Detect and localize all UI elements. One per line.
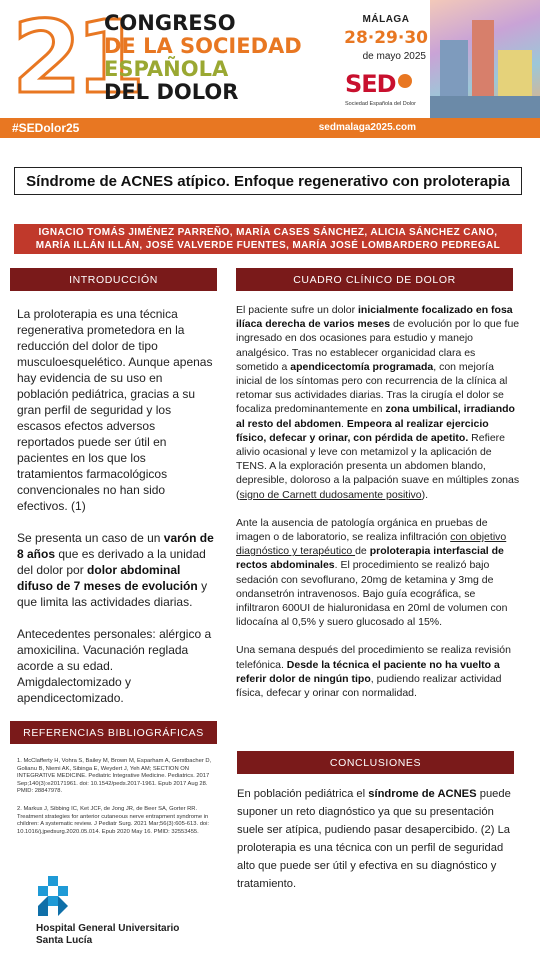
text-bold: síndrome de ACNES — [368, 788, 477, 800]
text-run: . El procedimiento se realizó bajo sedación con sevoflurano, 20mg de ketamina y 3mg de ondansetrón intravenosos. Bajo guía ecográfica, se infiltraron 600UI de hialuronidasa en 20ml de volumen con lidocaína al 0,5% y suero glucosado al 15%. — [236, 559, 508, 629]
text-run: . — [341, 417, 347, 430]
artwork-building — [472, 20, 494, 100]
text-run: de — [355, 545, 370, 558]
references-list — [17, 758, 217, 846]
congress-month: de mayo 2025 — [362, 51, 426, 62]
sed-logo-text: SED — [345, 70, 396, 98]
text-run: puede suponer un reto diagnóstico ya que su presentación suele ser atípica, pudiendo pasar desapercibido. (2) La proloterapia es una técnica con un perfil de seguridad alto que puede ser útil y efectiva en su diagnóstico y tratamiento. — [237, 788, 511, 890]
hospital-name-line-2: Santa Lucía — [36, 935, 93, 946]
congress-line-3: ESPAÑOLA — [104, 57, 229, 81]
text-run: de evolución por lo que fue ingresado en dos ocasiones para estudio y manejo analgésico. Tras no establecer organicidad clara es sometido a — [236, 318, 520, 373]
section-heading-clinical: CUADRO CLÍNICO DE DOLOR — [236, 268, 513, 291]
intro-paragraph: La proloterapia es una técnica regenerativa prometedora en la reducción del dolor de tipo musculoesquelético. Aunque apenas hay evidencia de su uso en población pediátrica, gracias a su gran perfil de seguridad y los escasos efectos adversos reportados puede ser útil en pacientes en los que los tratamientos farmacológicos convencionales no han sido efectivos. (1) — [17, 307, 213, 513]
sed-dot-icon — [398, 74, 412, 88]
text-run: Ante la ausencia de patología orgánica en pruebas de imagen o de laboratorio, se realiza infiltración — [236, 516, 488, 544]
clinical-text — [236, 303, 520, 714]
congress-hashtag: #SEDolor25 — [12, 121, 80, 135]
text-bold: zona umbilical, irradiando al resto del abdomen — [236, 403, 515, 430]
hospital-name — [36, 923, 196, 947]
sed-logo — [345, 70, 412, 98]
clinical-paragraph — [236, 303, 520, 502]
text-run: Una semana después del procedimiento se realiza revisión telefónica. — [236, 644, 511, 671]
header-artwork — [430, 0, 540, 118]
header-orange-bar — [0, 118, 540, 138]
text-underlined: signo de Carnett dudosamente positivo — [239, 488, 422, 501]
text-bold: varón de 8 años — [17, 531, 214, 561]
text-run: ). — [421, 488, 429, 501]
clinical-paragraph — [236, 643, 520, 700]
introduction-text — [17, 306, 215, 722]
text-run: El paciente sufre un dolor — [236, 304, 358, 316]
text-run: , con mejoría inicial de los síntomas pero con recurrencia de la clínica al retomar sus actividades diarias. Tras la cirugía el dolor se focaliza predominantemente en — [236, 360, 508, 416]
text-run: Se presenta un caso de un — [17, 531, 164, 545]
congress-name — [104, 12, 302, 104]
intro-paragraph: Antecedentes personales: alérgico a amoxicilina. Vacunación reglada acorde a su edad. Amigdalectomizado y apendicectomizado. — [17, 627, 212, 705]
reference-item: 2. Markus J, Sibbing IC, Ket JCF, de Jong JR, de Beer SA, Gorter RR. Treatment strategies for anterior cutaneous nerve entrapment syndrome in children: A systematic review. J Pediatr Surg. 2021 Mar;56(3):605-613. doi: 10.1016/j.jpedsurg.2020.05.014. Epub 2020 May 16. PMID: 32553455. — [17, 805, 210, 835]
text-bold: apendicectomía programada — [290, 360, 434, 373]
congress-city: MÁLAGA — [362, 14, 410, 25]
reference-item: 1. McClafferty H, Vohra S, Bailey M, Brown M, Esparham A, Gerstbacher D, Golianu B, Niemi AK, Sibinga E, Weydert J, Yeh AM; SECTION ON INTEGRATIVE MEDICINE. Pediatric Integrative Medicine. Pediatrics. 2017 Sep;140(3):e20171961. doi: 10.1542/peds.2017-1961. Epub 2017 Aug 28. PMID: 28847978. — [17, 758, 212, 795]
congress-header — [0, 0, 540, 118]
conclusions-paragraph — [237, 785, 519, 893]
text-run: , pudiendo realizar actividad física, defecar y orinar con normalidad. — [236, 672, 502, 700]
section-heading-conclusions: CONCLUSIONES — [237, 751, 514, 774]
text-bold: inicialmente focalizado en fosa ilíaca derecha de varios meses — [236, 304, 513, 331]
artwork-ground — [430, 96, 540, 118]
edition-number: 21 — [12, 0, 140, 116]
congress-line-4: DEL DOLOR — [104, 80, 239, 104]
congress-line-1: CONGRESO — [104, 11, 236, 35]
congress-dates: 28·29·30 — [344, 28, 428, 48]
hospital-name-line-1: Hospital General Universitario — [36, 923, 180, 934]
text-bold: dolor abdominal difuso de 7 meses de evolución — [17, 563, 198, 593]
clinical-paragraph — [236, 516, 520, 630]
congress-website[interactable]: sedmalaga2025.com — [318, 122, 416, 133]
hospital-cross-icon — [36, 874, 76, 918]
intro-paragraph — [17, 530, 215, 610]
text-bold: Desde la técnica el paciente no ha vuelto a referir dolor de ningún tipo — [236, 658, 500, 685]
poster-title: Síndrome de ACNES atípico. Enfoque regenerativo con proloterapia — [14, 167, 522, 195]
conclusions-text — [237, 785, 519, 893]
text-run: Refiere alivio ocasional y leve con metamizol y la aplicación de TENS. A la exploración presenta un abdomen blando, depresible, doloroso a la palpación suave en múltiples zonas ( — [236, 431, 520, 501]
text-run: y que limita las actividades diarias. — [17, 579, 208, 609]
text-underlined: con objetivo diagnóstico y terapéutico — [236, 531, 507, 558]
society-name: Sociedad Española del Dolor — [345, 101, 416, 107]
artwork-building — [440, 40, 468, 100]
authors-banner: IGNACIO TOMÁS JIMÉNEZ PARREÑO, MARÍA CASES SÁNCHEZ, ALICIA SÁNCHEZ CANO, MARÍA ILLÁN ILLÁN, JOSÉ VALVERDE FUENTES, MARÍA JOSÉ LOMBARDERO PEDREGAL — [14, 224, 522, 254]
section-heading-references: REFERENCIAS BIBLIOGRÁFICAS — [10, 721, 217, 744]
text-bold: proloterapia interfascial de rectos abdominales — [236, 545, 504, 572]
section-heading-introduction: INTRODUCCIÓN — [10, 268, 217, 291]
text-run: En población pediátrica el — [237, 788, 369, 800]
text-run: que es derivado a la unidad del dolor por — [17, 547, 206, 577]
artwork-building — [498, 50, 532, 100]
text-bold: Empeora al realizar ejercicio físico, defecar y orinar, con pérdida de apetito. — [236, 417, 489, 444]
congress-line-2: DE LA SOCIEDAD — [104, 34, 302, 58]
